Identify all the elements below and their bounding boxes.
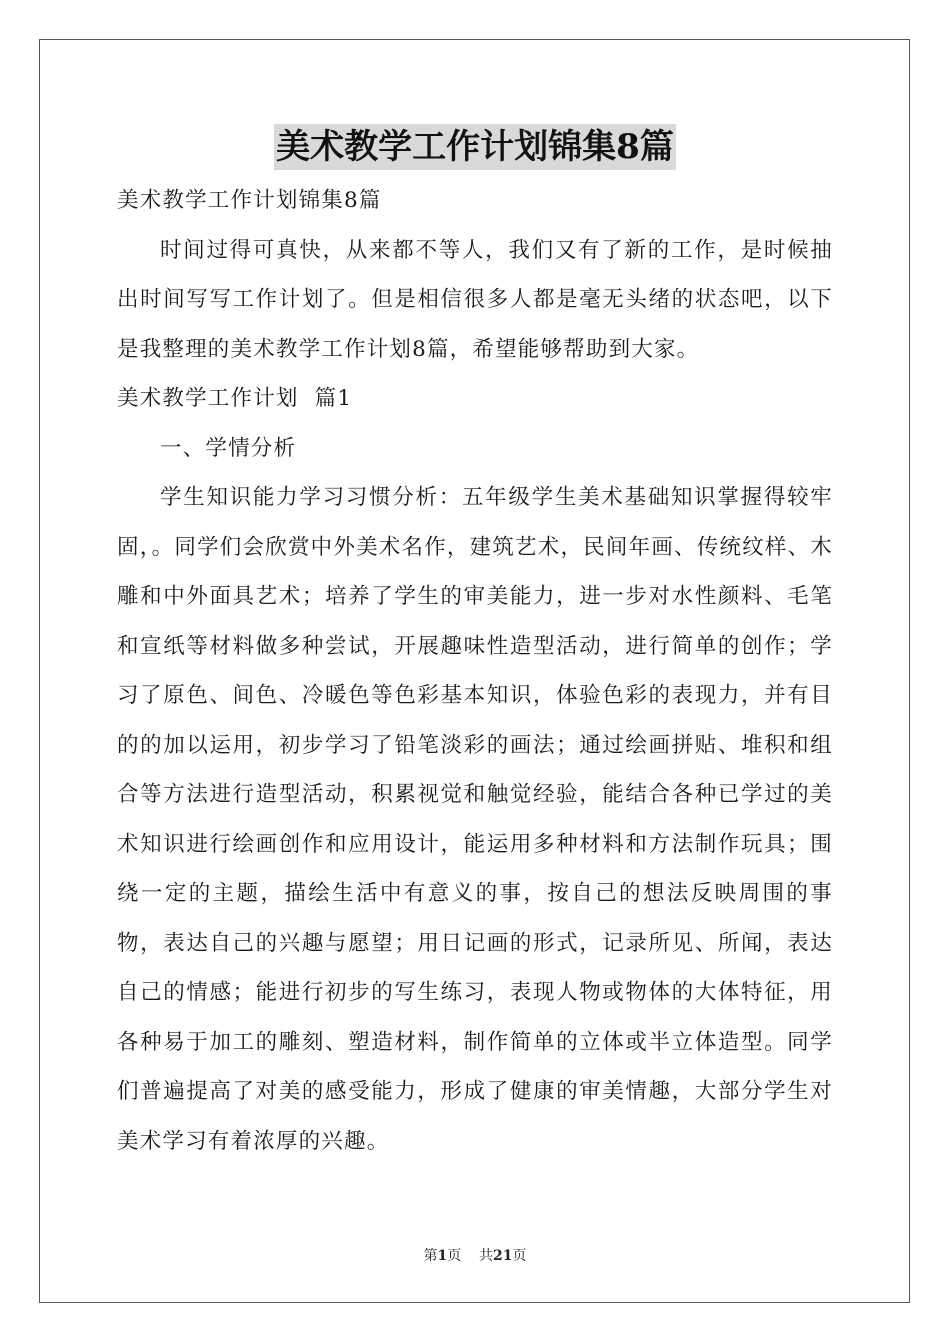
document-body <box>117 176 833 1166</box>
footer-total-unit: 页 <box>512 1248 527 1264</box>
title-container <box>0 124 950 170</box>
subsection-title: 一、学情分析 <box>160 435 297 461</box>
footer-page-total: 21 <box>493 1248 513 1264</box>
intro-paragraph: 时间过得可真快，从来都不等人，我们又有了新的工作，是时候抽出时间写写工作计划了。但是相信很多人都是毫无头绪的状态吧，以下是我整理的美术教学工作计划8篇，希望能够帮助到大家。 <box>117 237 833 362</box>
footer-page-unit: 页 <box>447 1248 462 1264</box>
section-title: 美术教学工作计划 篇1 <box>117 386 353 411</box>
document-title: 美术教学工作计划锦集8篇 <box>274 124 676 170</box>
footer-page-current: 1 <box>437 1248 448 1264</box>
document-subtitle: 美术教学工作计划锦集8篇 <box>117 188 382 213</box>
page-footer <box>0 1246 950 1266</box>
body-paragraph: 学生知识能力学习习惯分析：五年级学生美术基础知识掌握得较牢固，。同学们会欣赏中外美术名作，建筑艺术，民间年画、传统纹样、木雕和中外面具艺术；培养了学生的审美能力，进一步对水性颜料、毛笔和宣纸等材料做多种尝试，开展趣味性造型活动，进行简单的创作；学习了原色、间色、冷暖色等色彩基本知识，体验色彩的表现力，并有目的的加以运用，初步学习了铅笔淡彩的画法；通过绘画拼贴、堆积和组合等方法进行造型活动，积累视觉和触觉经验，能结合各种已学过的美术知识进行绘画创作和应用设计，能运用多种材料和方法制作玩具；围绕一定的主题，描绘生活中有意义的事，按自己的想法反映周围的事物，表达自己的兴趣与愿望；用日记画的形式，记录所见、所闻，表达自己的情感；能进行初步的写生练习，表现人物或物体的大体特征，用各种易于加工的雕刻、塑造材料，制作简单的立体或半立体造型。同学们普遍提高了对美的感受能力，形成了健康的审美情趣，大部分学生对美术学习有着浓厚的兴趣。 <box>117 485 833 1154</box>
footer-page-prefix: 第 <box>423 1248 438 1264</box>
footer-total-prefix: 共 <box>479 1248 494 1264</box>
